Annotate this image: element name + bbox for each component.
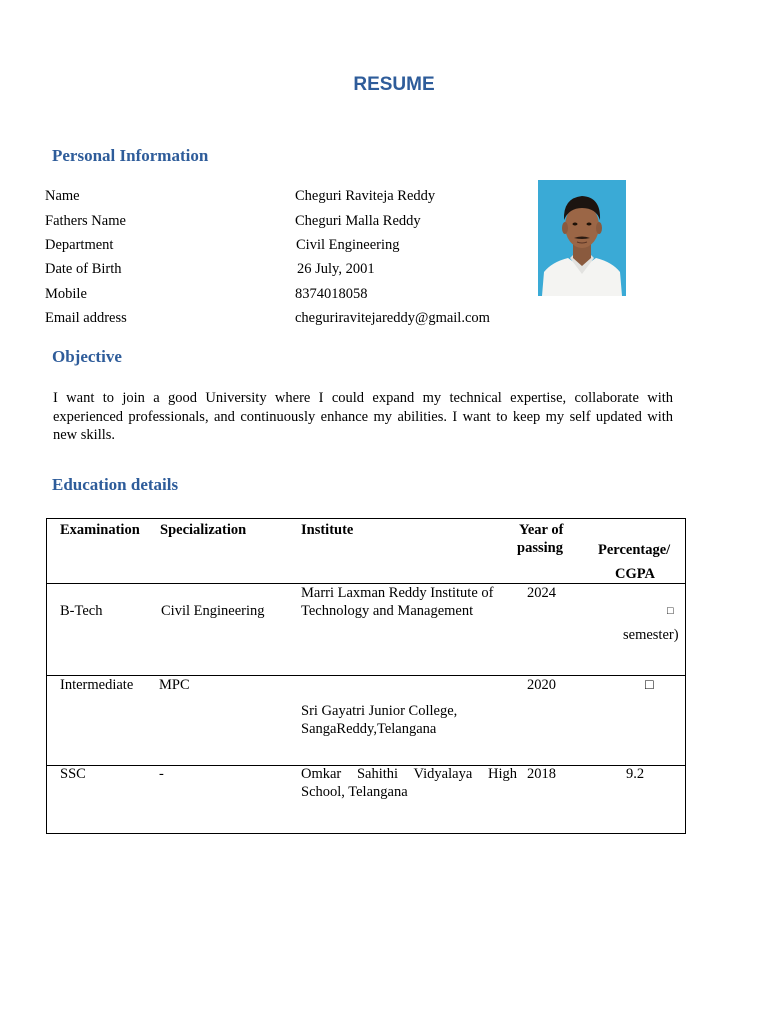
header-institute: Institute <box>301 522 354 538</box>
name-value: Cheguri Raviteja Reddy <box>295 188 436 204</box>
row-specialization: Civil Engineering <box>161 603 265 619</box>
row-score-note: semester) <box>623 627 679 643</box>
email-value: cheguriravitejareddy@gmail.com <box>295 310 490 326</box>
personal-info-heading: Personal Information <box>52 146 209 165</box>
fathers-name-value: Cheguri Malla Reddy <box>295 213 421 229</box>
row-examination: SSC <box>60 766 86 782</box>
header-percentage-line1: Percentage/ <box>598 542 671 558</box>
row-year: 2020 <box>527 677 556 693</box>
header-percentage-line2: CGPA <box>615 566 656 582</box>
header-examination: Examination <box>60 522 140 538</box>
email-label: Email address <box>45 310 127 326</box>
row-year: 2024 <box>527 585 556 601</box>
row-institute: Omkar Sahithi Vidyalaya High School, Telangana <box>301 766 517 800</box>
header-specialization: Specialization <box>160 522 247 538</box>
header-year-line2: passing <box>517 540 563 556</box>
person-portrait-icon <box>538 180 626 296</box>
fathers-name-label: Fathers Name <box>45 213 126 229</box>
dob-label: Date of Birth <box>45 261 122 277</box>
mobile-label: Mobile <box>45 286 87 302</box>
department-label: Department <box>45 237 114 253</box>
row-score: 9.2 <box>626 766 645 782</box>
department-value: Civil Engineering <box>296 237 400 253</box>
education-heading: Education details <box>52 475 179 494</box>
row-institute: Sri Gayatri Junior College, SangaReddy,Telangana <box>301 703 458 737</box>
resume-title: RESUME <box>353 74 435 95</box>
objective-text: I want to join a good University where I could expand my technical expertise, collaborate with experienced professionals, and continuously enhance my abilities. I want to keep my self updated with new skills. <box>53 390 673 443</box>
row-specialization: MPC <box>159 677 190 693</box>
row-examination: Intermediate <box>60 677 134 693</box>
education-table <box>46 518 686 834</box>
table-row-divider <box>47 675 685 676</box>
row-institute: Marri Laxman Reddy Institute of Technology and Management <box>301 585 494 619</box>
name-label: Name <box>45 188 80 204</box>
header-year-line1: Year of <box>519 522 564 538</box>
mobile-value: 8374018058 <box>295 286 368 302</box>
row-score: □ <box>645 677 654 693</box>
row-year: 2018 <box>527 766 556 782</box>
row-score-glyph: □ <box>667 605 674 617</box>
objective-heading: Objective <box>52 347 122 366</box>
dob-value: 26 July, 2001 <box>297 261 375 277</box>
profile-photo <box>538 180 626 296</box>
row-examination: B-Tech <box>60 603 103 619</box>
row-specialization: - <box>159 766 164 782</box>
